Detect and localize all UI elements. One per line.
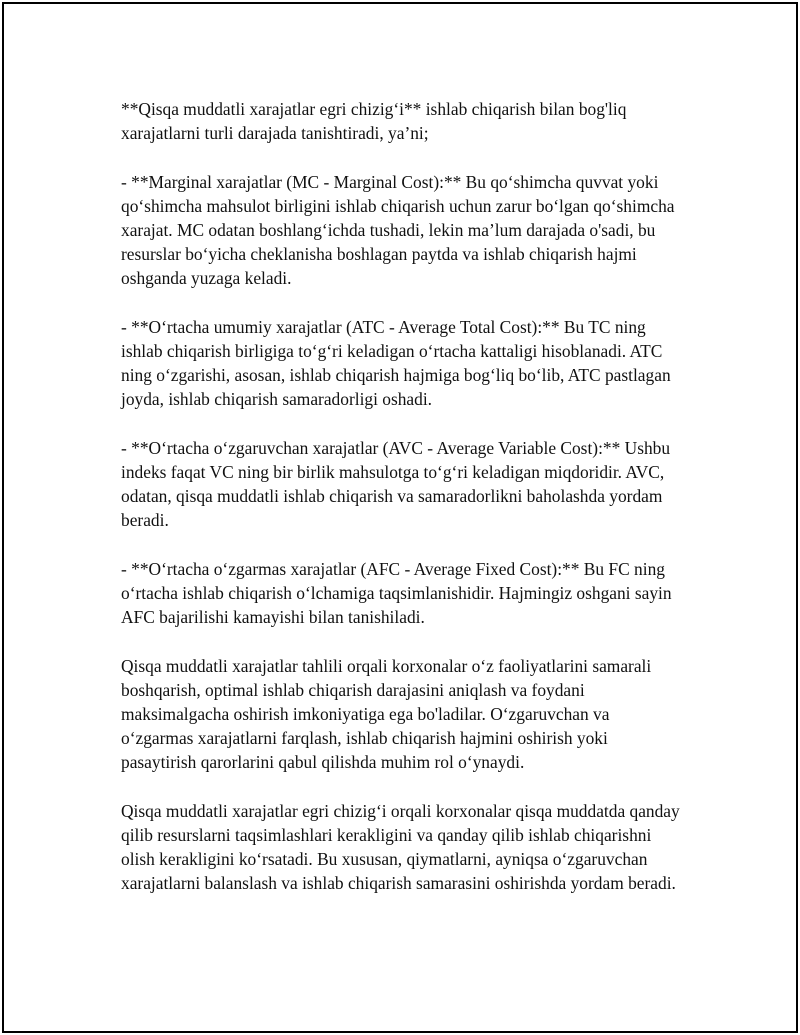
conclusion-paragraph: Qisqa muddatli xarajatlar egri chizig‘i orqali korxonalar qisqa muddatda qanday qilib resurslarni taqsimlashlari kerakligini va qanday qilib ishlab chiqarishni olish kerakligini ko‘rsatadi. Bu xususan, qiymatlarni, ayniqsa o‘zgaruvchan xarajatlarni balanslash va ishlab chiqarish samarasini oshirishda yordam beradi. [121,800,680,894]
analysis-paragraph: Qisqa muddatli xarajatlar tahlili orqali korxonalar o‘z faoliyatlarini samarali boshqarish, optimal ishlab chiqarish darajasini aniqlash va foydani maksimalgacha oshirish imkoniyatiga ega bo'ladilar. O‘zgaruvchan va o‘zgarmas xarajatlarni farqlash, ishlab chiqarish hajmini oshirish yoki pasaytirish qarorlarini qabul qilishda muhim rol o‘ynaydi. [121,655,652,773]
average-variable-cost-item: - **O‘rtacha o‘zgaruvchan xarajatlar (AVC - Average Variable Cost):** Ushbu indeks faqat VC ning bir birlik mahsulotga to‘g‘ri keladigan miqdoridir. AVC, odatan, qisqa muddatli ishlab chiqarish va samaradorlikni baholashda yordam beradi. [121,437,671,531]
page-frame [2,2,798,1033]
average-fixed-cost-item: - **O‘rtacha o‘zgarmas xarajatlar (AFC - Average Fixed Cost):** Bu FC ning o‘rtacha ishlab chiqarish o‘lchamiga taqsimlanishidir. Hajmingiz oshgani sayin AFC bajarilishi kamayishi bilan tanishiladi. [121,558,672,628]
marginal-cost-item: - **Marginal xarajatlar (MC - Marginal Cost):** Bu qo‘shimcha quvvat yoki qo‘shimcha mahsulot birligini ishlab chiqarish uchun zarur bo‘lgan qo‘shimcha xarajat. MC odatan boshlang‘ichda tushadi, lekin ma’lum darajada o'sadi, bu resurslar bo‘yicha cheklanisha boshlagan paytda va ishlab chiqarish hajmi oshganda yuzaga keladi. [121,171,675,289]
average-total-cost-item: - **O‘rtacha umumiy xarajatlar (ATC - Average Total Cost):** Bu TC ning ishlab chiqarish birligiga to‘g‘ri keladigan o‘rtacha kattaligi hisoblanadi. ATC ning o‘zgarishi, asosan, ishlab chiqarish hajmiga bog‘liq bo‘lib, ATC pastlagan joyda, ishlab chiqarish samaradorligi oshadi. [121,316,671,410]
intro-paragraph: **Qisqa muddatli xarajatlar egri chizig‘i** ishlab chiqarish bilan bog'liq xarajatlarni turli darajada tanishtiradi, ya’ni; [121,99,627,144]
document-body [121,97,681,920]
